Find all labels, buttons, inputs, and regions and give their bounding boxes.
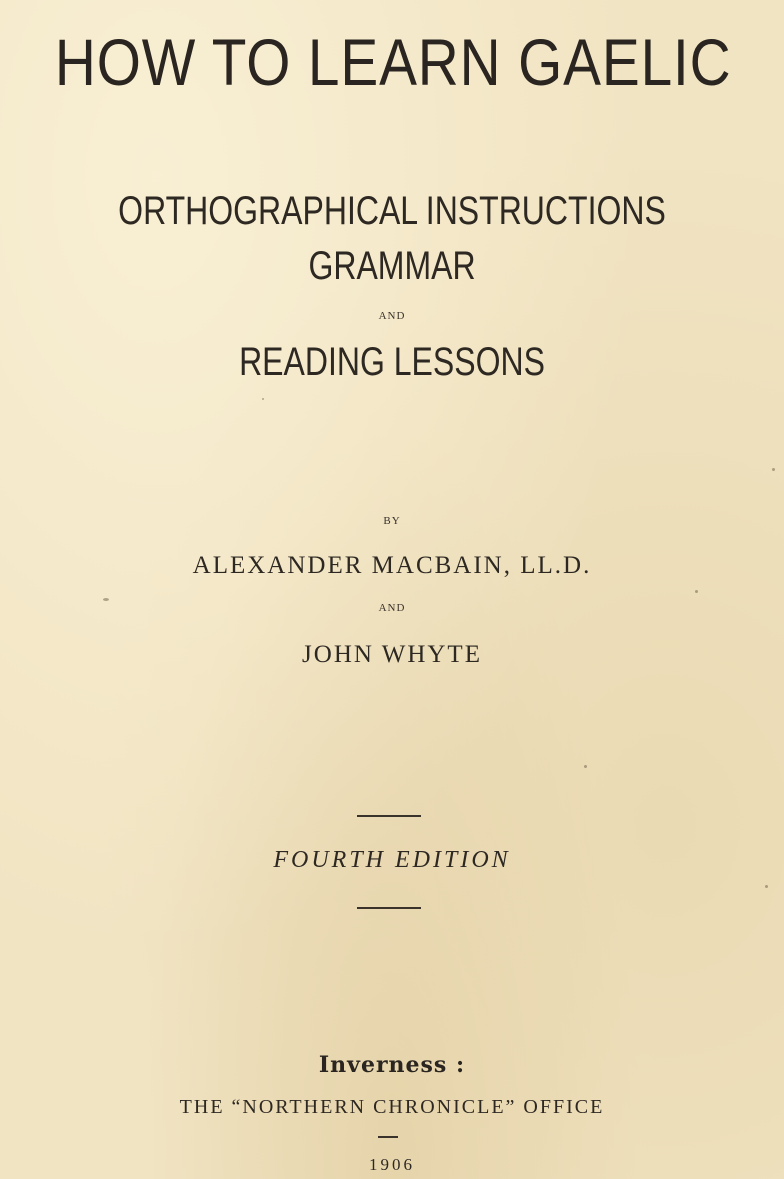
subtitle-reading-lessons: READING LESSONS — [239, 340, 545, 384]
paper-speck — [103, 598, 109, 601]
author-macbain: ALEXANDER MACBAIN, LL.D. — [192, 552, 592, 579]
imprint-year: 1906 — [369, 1155, 415, 1174]
subtitle-orthographical: ORTHOGRAPHICAL INSTRUCTIONS — [118, 189, 666, 233]
author-whyte: JOHN WHYTE — [302, 641, 482, 668]
divider-rule-top — [357, 815, 421, 817]
imprint-place: Inverness : — [318, 1052, 466, 1078]
subtitle-grammar: GRAMMAR — [308, 244, 476, 288]
author-conjunction-and: AND — [378, 602, 406, 614]
conjunction-and: AND — [378, 310, 406, 322]
paper-speck — [772, 468, 775, 471]
divider-rule-bottom — [357, 907, 421, 909]
imprint-publisher: THE “NORTHERN CHRONICLE” OFFICE — [179, 1096, 605, 1118]
byline-by: BY — [383, 515, 401, 527]
edition-label: FOURTH EDITION — [273, 847, 511, 873]
paper-speck — [584, 765, 587, 768]
paper-speck — [262, 398, 264, 400]
paper-speck — [695, 590, 698, 593]
book-title: HOW TO LEARN GAELIC — [54, 25, 732, 99]
imprint-rule — [378, 1136, 398, 1138]
paper-speck — [765, 885, 768, 888]
